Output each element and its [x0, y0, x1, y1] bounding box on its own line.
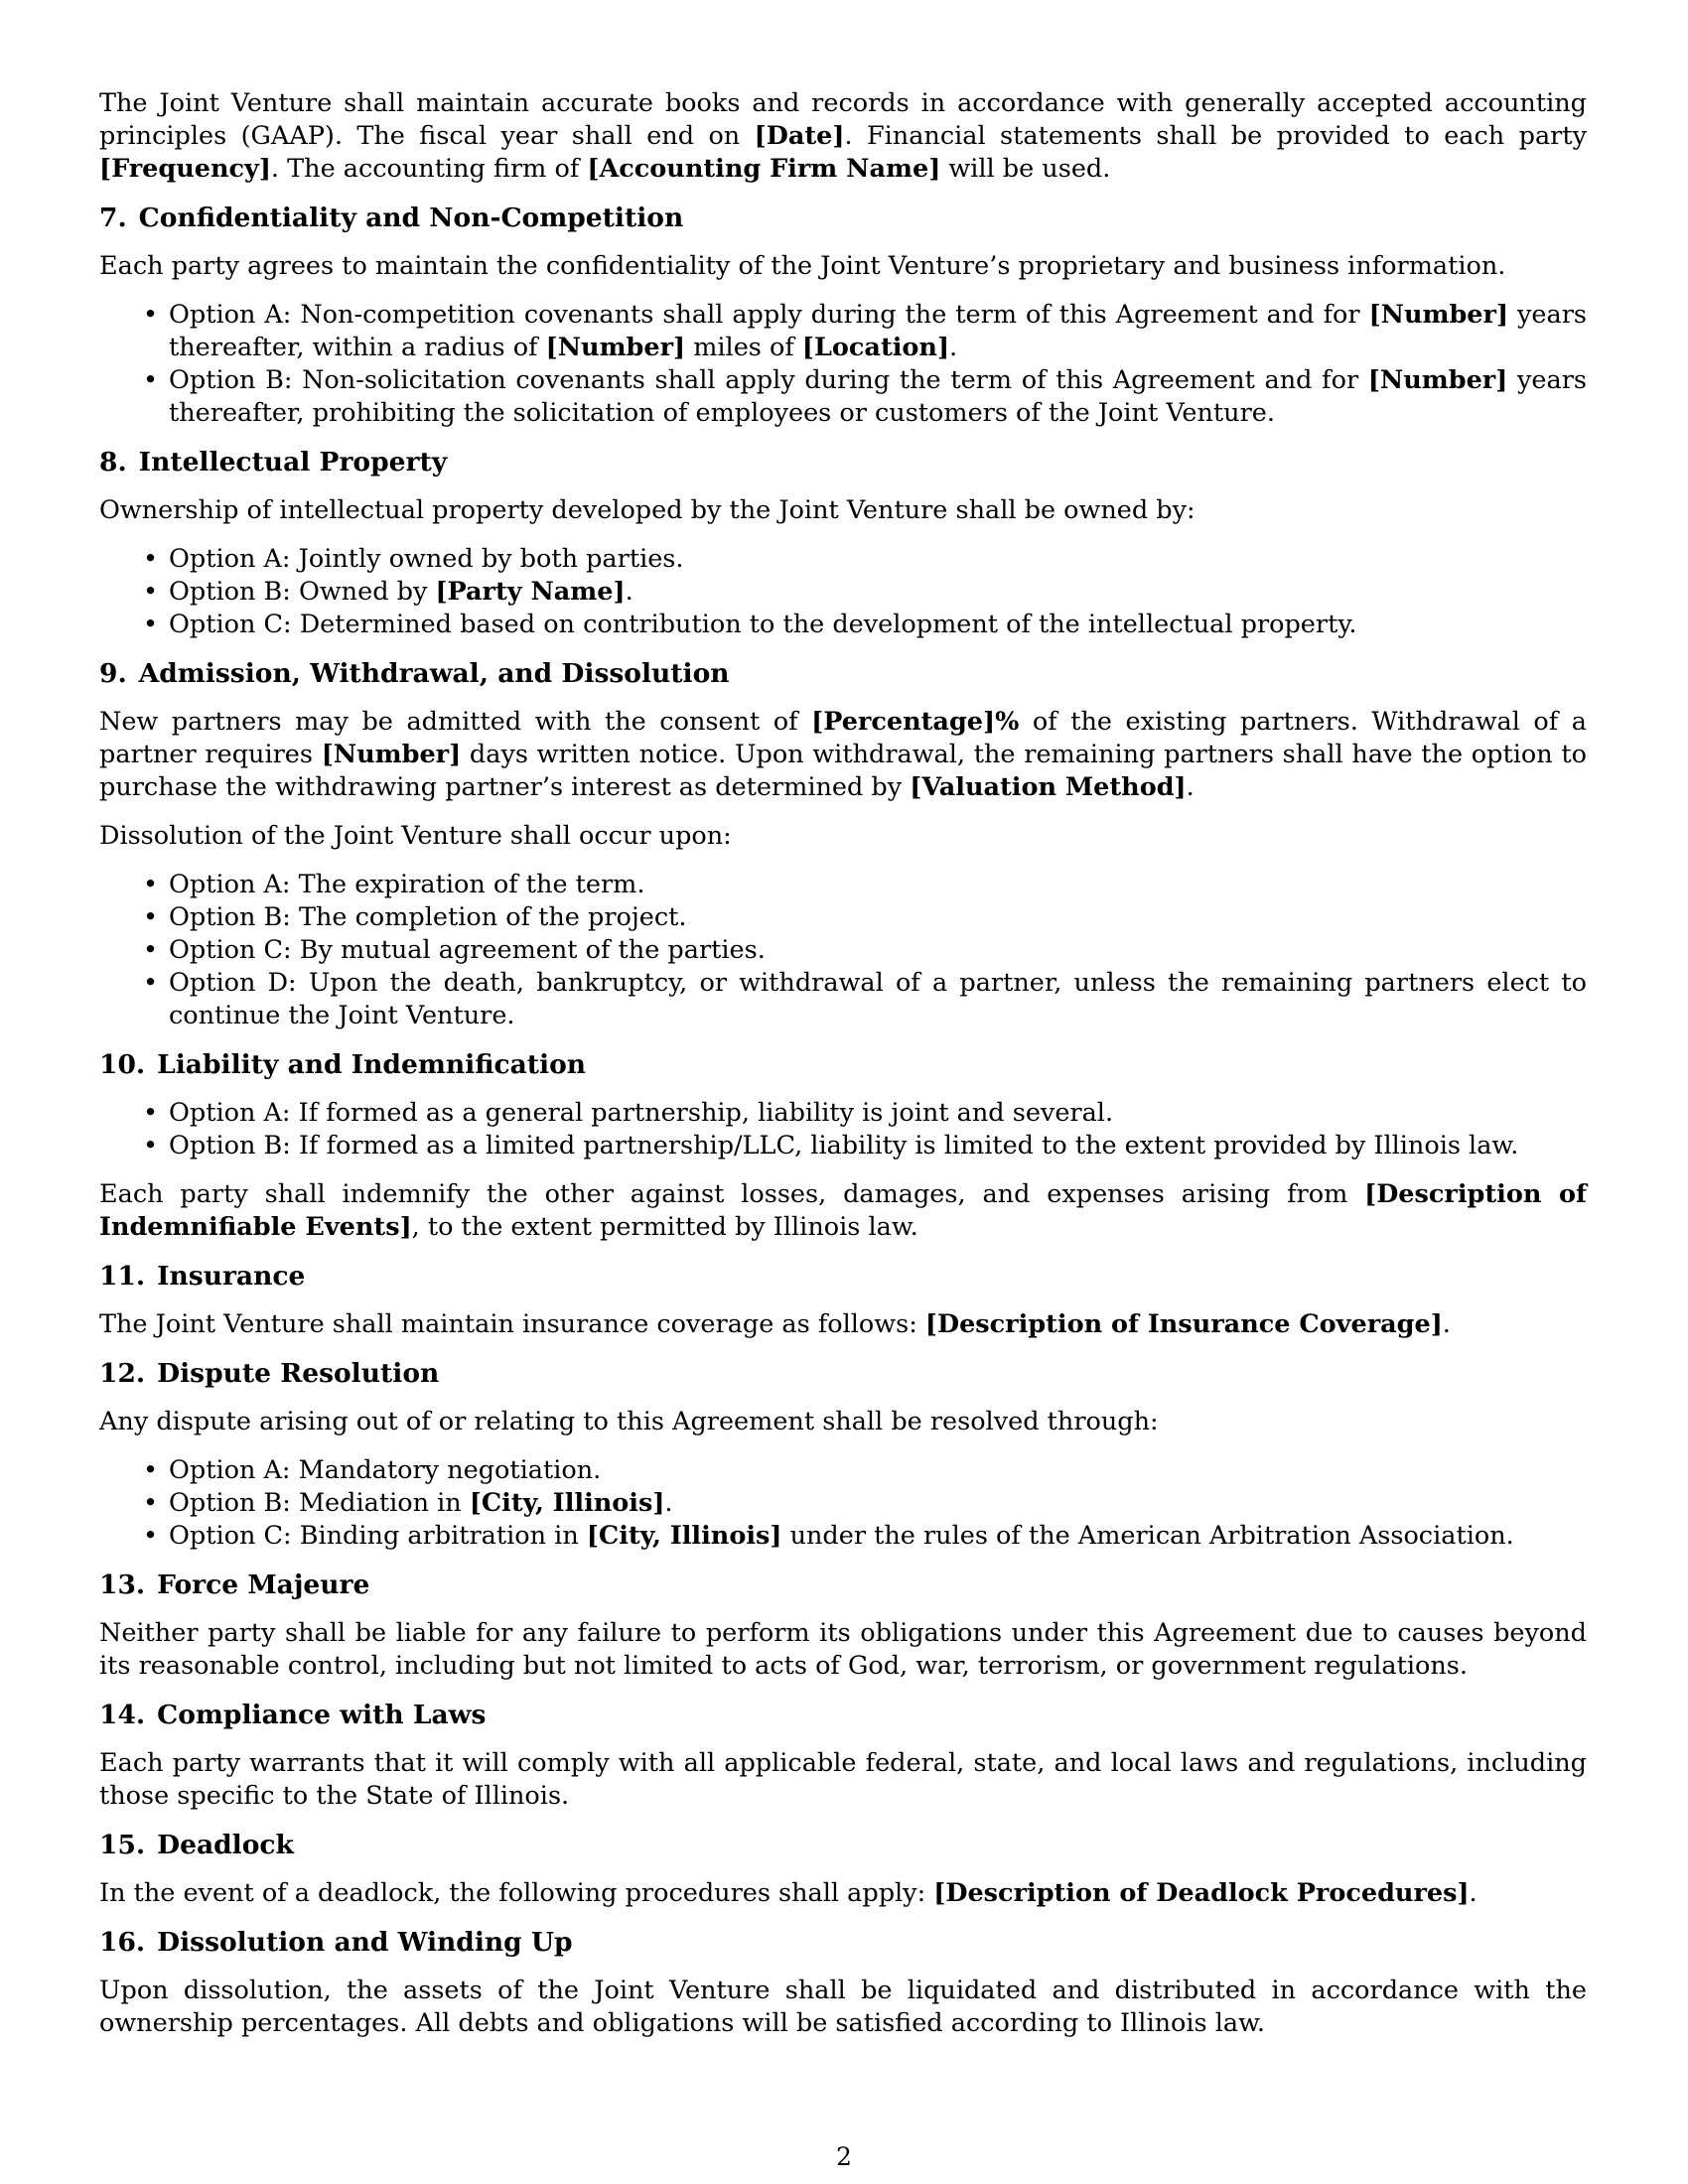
list-item: • Option C: Binding arbitration in [City, Illinois] under the rules of the American Arbitration Association.: [169, 1520, 1587, 1553]
list-item: • Option B: The completion of the project.: [169, 901, 1587, 934]
list-item: • Option A: If formed as a general partnership, liability is joint and several.: [169, 1097, 1587, 1130]
list-item: • Option B: Non-solicitation covenants shall apply during the term of this Agreement and for [Number] years thereafter, prohibiting the solicitation of employees or customers of the Joint Venture.: [169, 364, 1587, 430]
document-page: [99, 87, 1587, 2056]
section-11-paragraph: The Joint Venture shall maintain insurance coverage as follows: [Description of Insurance Coverage].: [99, 1309, 1451, 1339]
section-8-intro: Ownership of intellectual property developed by the Joint Venture shall be owned by:: [99, 495, 1196, 525]
section-heading-16: 16. Dissolution and Winding Up: [99, 1927, 573, 1958]
section-15-paragraph: In the event of a deadlock, the following procedures shall apply: [Description of Deadlock Procedures].: [99, 1878, 1477, 1908]
section-14-paragraph: Each party warrants that it will comply with all applicable federal, state, and local laws and regulations, including those specific to the State of Illinois.: [99, 1748, 1587, 1811]
list-item: • Option A: The expiration of the term.: [169, 869, 1587, 901]
section-heading-15: 15. Deadlock: [99, 1830, 294, 1860]
page-number: 2: [836, 2142, 852, 2171]
section-7-options: [99, 299, 1587, 430]
list-item: • Option B: If formed as a limited partnership/LLC, liability is limited to the extent provided by Illinois law.: [169, 1130, 1587, 1162]
list-item: • Option B: Owned by [Party Name].: [169, 576, 1587, 609]
section-heading-14: 14. Compliance with Laws: [99, 1700, 487, 1730]
section-heading-7: 7. Confidentiality and Non-Competition: [99, 203, 684, 233]
section-heading-13: 13. Force Majeure: [99, 1570, 370, 1600]
section-heading-11: 11. Insurance: [99, 1261, 306, 1292]
accounting-paragraph: The Joint Venture shall maintain accurate books and records in accordance with generally accepted accounting principles (GAAP). The fiscal year shall end on [Date]. Financial statements shall be provided to each party [Frequency]. The accounting firm of [Accounting Firm Name] will be used.: [99, 88, 1587, 184]
section-10-paragraph: Each party shall indemnify the other against losses, damages, and expenses arising from [Description of Indemnifiable Events], to the extent permitted by Illinois law.: [99, 1179, 1587, 1242]
section-12-intro: Any dispute arising out of or relating to this Agreement shall be resolved through:: [99, 1407, 1159, 1436]
section-12-options: [99, 1454, 1587, 1553]
placeholder-accounting-firm: [Accounting Firm Name]: [587, 154, 941, 184]
placeholder-date: [Date]: [754, 121, 845, 151]
section-8-options: [99, 543, 1587, 641]
list-item: • Option A: Jointly owned by both parties.: [169, 543, 1587, 576]
section-10-options: [99, 1097, 1587, 1162]
section-16-paragraph: Upon dissolution, the assets of the Joint Venture shall be liquidated and distributed in accordance with the ownership percentages. All debts and obligations will be satisfied according to Illinois law.: [99, 1976, 1587, 2038]
section-7-intro: Each party agrees to maintain the confidentiality of the Joint Venture’s proprietary and business information.: [99, 251, 1506, 281]
list-item: • Option D: Upon the death, bankruptcy, or withdrawal of a partner, unless the remaining partners elect to continue the Joint Venture.: [169, 967, 1587, 1032]
list-item: • Option A: Mandatory negotiation.: [169, 1454, 1587, 1487]
section-heading-8: 8. Intellectual Property: [99, 447, 448, 478]
section-heading-10: 10. Liability and Indemnification: [99, 1049, 587, 1080]
section-9-options: [99, 869, 1587, 1032]
section-heading-9: 9. Admission, Withdrawal, and Dissolution: [99, 658, 730, 689]
section-13-paragraph: Neither party shall be liable for any failure to perform its obligations under this Agreement due to causes beyond its reasonable control, including but not limited to acts of God, war, terrorism, or government regulations.: [99, 1618, 1587, 1681]
list-item: • Option C: Determined based on contribution to the development of the intellectual property.: [169, 609, 1587, 641]
list-item: • Option C: By mutual agreement of the parties.: [169, 934, 1587, 967]
placeholder-frequency: [Frequency]: [99, 154, 271, 184]
list-item: • Option B: Mediation in [City, Illinois].: [169, 1487, 1587, 1520]
section-9-dissolution-intro: Dissolution of the Joint Venture shall occur upon:: [99, 821, 732, 851]
section-heading-12: 12. Dispute Resolution: [99, 1358, 440, 1389]
list-item: • Option A: Non-competition covenants shall apply during the term of this Agreement and for [Number] years thereafter, within a radius of [Number] miles of [Location].: [169, 299, 1587, 364]
section-9-paragraph: New partners may be admitted with the consent of [Percentage]% of the existing partners. Withdrawal of a partner requires [Number] days written notice. Upon withdrawal, the remaining partners shall have the option to purchase the withdrawing partner’s interest as determined by [Valuation Method].: [99, 707, 1587, 802]
